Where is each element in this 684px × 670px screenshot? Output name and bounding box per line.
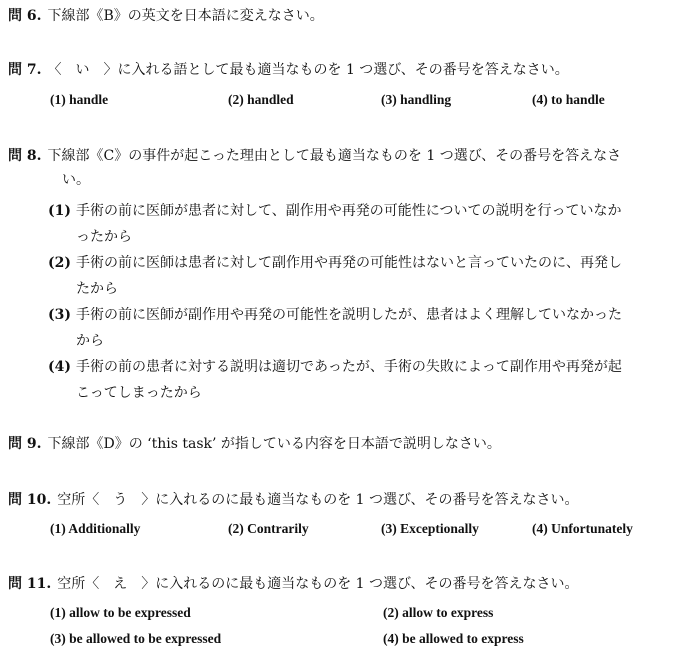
question-number: 問 11.: [8, 576, 52, 592]
item-text-continued: から: [76, 333, 104, 349]
option-4: (4) be allowed to express: [383, 631, 524, 646]
option-1: (1) allow to be expressed: [50, 605, 191, 620]
option-4: (4) to handle: [532, 92, 605, 107]
question-number: 問 7.: [8, 62, 42, 78]
question-text: 空所〈 う 〉に入れるのに最も適当なものを 1 つ選び、その番号を答えなさい。: [57, 492, 579, 508]
item-number: (1): [48, 203, 71, 219]
question-text: 〈 い 〉に入れる語として最も適当なものを 1 つ選び、その番号を答えなさい。: [47, 62, 569, 78]
question-text: 空所〈 え 〉に入れるのに最も適当なものを 1 つ選び、その番号を答えなさい。: [57, 576, 579, 592]
item-text: 手術の前に医師が患者に対して、副作用や再発の可能性についての説明を行っていなか: [76, 203, 622, 219]
question-text: 下線部《D》の ‘this task’ が指している内容を日本語で説明しなさい。: [47, 436, 501, 452]
answer-item-4: [48, 354, 678, 406]
option-2: (2) allow to express: [383, 605, 494, 620]
item-text-continued: たから: [76, 281, 118, 297]
question-8: [8, 146, 621, 166]
question-text: 下線部《C》の事件が起こった理由として最も適当なものを 1 つ選び、その番号を答えなさ: [47, 148, 622, 164]
answer-item-2: [48, 250, 678, 302]
item-text-continued: ったから: [76, 229, 132, 245]
question-text-continued: い。: [62, 172, 90, 188]
option-3: (3) be allowed to be expressed: [50, 631, 222, 646]
option-2: (2) handled: [228, 92, 294, 107]
option-3: (3) Exceptionally: [381, 521, 479, 536]
item-number: (2): [48, 255, 71, 271]
question-number: 問 10.: [8, 492, 52, 508]
option-2: (2) Contrarily: [228, 521, 309, 536]
question-text: 下線部《B》の英文を日本語に変えなさい。: [47, 8, 324, 24]
item-text-continued: こってしまったから: [76, 385, 202, 401]
question-6: [8, 6, 324, 26]
option-3: (3) handling: [381, 92, 452, 107]
option-4: (4) Unfortunately: [532, 521, 633, 536]
item-number: (3): [48, 307, 71, 323]
option-1: (1) handle: [50, 92, 109, 107]
answer-item-3: [48, 302, 678, 354]
answer-item-1: [48, 198, 678, 250]
item-text: 手術の前に医師は患者に対して副作用や再発の可能性はないと言っていたのに、再発し: [76, 255, 622, 271]
item-number: (4): [48, 359, 71, 375]
item-text: 手術の前の患者に対する説明は適切であったが、手術の失敗によって副作用や再発が起: [76, 359, 622, 375]
question-7: [8, 60, 569, 80]
question-9: [8, 434, 501, 454]
question-number: 問 8.: [8, 148, 42, 164]
item-text: 手術の前に医師が副作用や再発の可能性を説明したが、患者はよく理解していなかった: [76, 307, 622, 323]
question-10: [8, 490, 578, 510]
option-1: (1) Additionally: [50, 521, 141, 536]
question-number: 問 9.: [8, 436, 42, 452]
question-number: 問 6.: [8, 8, 42, 24]
question-11: [8, 574, 578, 594]
